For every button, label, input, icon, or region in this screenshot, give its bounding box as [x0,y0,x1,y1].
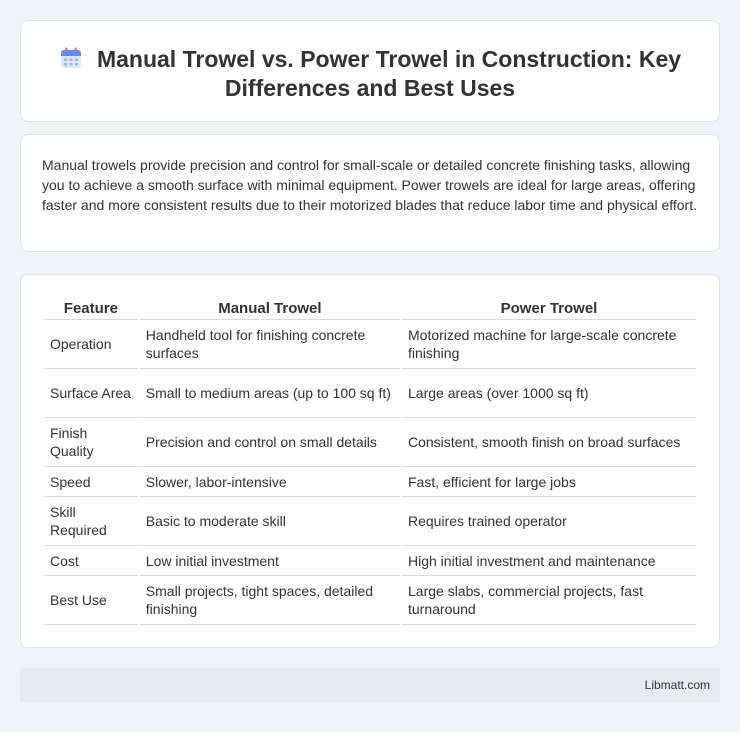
row-power: Large slabs, commercial projects, fast turnaround [402,576,696,625]
row-feature: Speed [44,467,138,497]
title-wrap [21,45,719,103]
table-row [44,369,696,418]
row-feature: Best Use [44,576,138,625]
header-power-trowel: Power Trowel [402,296,696,320]
calendar-icon [59,46,83,70]
row-manual: Slower, labor-intensive [140,467,400,497]
row-power: Fast, efficient for large jobs [402,467,696,497]
table-row [44,546,696,576]
table-row [44,497,696,546]
row-feature: Operation [44,320,138,369]
header-feature: Feature [44,296,138,320]
comparison-table [42,296,698,625]
row-manual: Small projects, tight spaces, detailed finishing [140,576,400,625]
summary-text: Manual trowels provide precision and control for small-scale or detailed concrete finishing tasks, allowing you to achieve a smooth surface with minimal equipment. Power trowels are ideal for large areas, offering faster and more consistent results due to their motorized blades that reduce labor time and physical effort. [42,157,697,213]
row-feature: Skill Required [44,497,138,546]
row-power: Large areas (over 1000 sq ft) [402,369,696,418]
table-row [44,418,696,467]
row-feature: Surface Area [44,369,138,418]
row-feature: Finish Quality [44,418,138,467]
row-feature: Cost [44,546,138,576]
row-manual: Small to medium areas (up to 100 sq ft) [140,369,400,418]
row-power: Motorized machine for large-scale concrete finishing [402,320,696,369]
header-manual-trowel: Manual Trowel [140,296,400,320]
table-card [20,274,720,648]
row-power: Requires trained operator [402,497,696,546]
page-title: Manual Trowel vs. Power Trowel in Construction: Key Differences and Best Uses [96,46,682,101]
row-power: Consistent, smooth finish on broad surfaces [402,418,696,467]
table-row [44,576,696,625]
row-manual: Precision and control on small details [140,418,400,467]
row-manual: Basic to moderate skill [140,497,400,546]
summary-card [20,134,720,252]
row-manual: Handheld tool for finishing concrete surfaces [140,320,400,369]
table-row [44,320,696,369]
footer-bar [20,668,720,702]
table-header-row [44,296,696,320]
row-power: High initial investment and maintenance [402,546,696,576]
footer-brand-link[interactable]: Libmatt.com [644,678,710,692]
title-card [20,20,720,122]
table-row [44,467,696,497]
row-manual: Low initial investment [140,546,400,576]
